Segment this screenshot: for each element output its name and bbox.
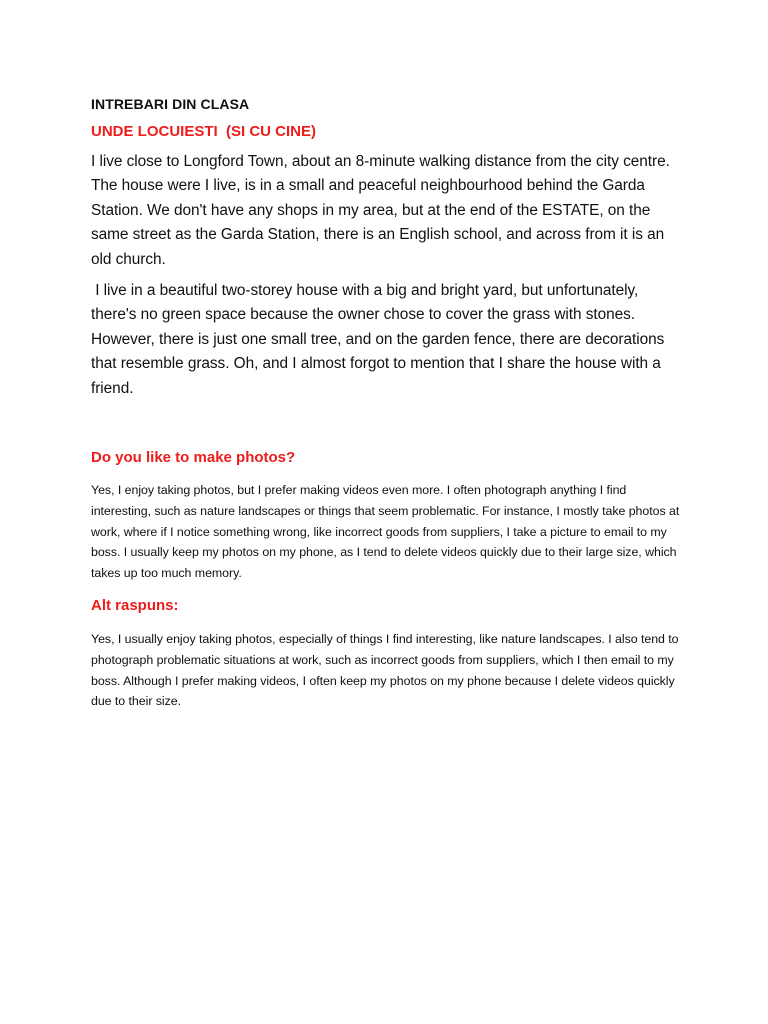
section-paragraph: Yes, I enjoy taking photos, but I prefer making videos even more. I often photograph anything I find interesting, such as nature landscapes or things that seem problematic. For instance, I mostly take photos at work, where if I notice something wrong, like incorrect goods from suppliers, I take a picture to email to my boss. I usually keep my photos on my phone, as I tend to delete videos quickly due to their large size, which takes up too much memory. [91, 483, 680, 581]
section-heading-photos: Do you like to make photos? [91, 449, 296, 467]
document-content [91, 94, 681, 712]
section-heading-where-do-you-live: UNDE LOCUIESTI (SI CU CINE) [91, 123, 317, 140]
section-paragraph: I live close to Longford Town, about an 8-minute walking distance from the city centre. The house were I live, is in a small and peaceful neighbourhood behind the Garda Station. We don't have any shops in my area, but at the end of the ESTATE, on the same street as the Garda Station, there is an English school, and across from it is an old church. [91, 153, 670, 268]
section-paragraph: I live in a beautiful two-storey house with a big and bright yard, but unfortunately, there's no green space because the owner chose to cover the grass with stones. However, there is just one small tree, and on the garden fence, there are decorations that resemble grass. Oh, and I almost forgot to mention that I share the house with a friend. [91, 282, 669, 397]
document-title: INTREBARI DIN CLASA [91, 96, 250, 112]
section-paragraph: Yes, I usually enjoy taking photos, especially of things I find interesting, like nature landscapes. I also tend to photograph problematic situations at work, such as incorrect goods from suppliers, which I then email to my boss. Although I prefer making videos, I often keep my photos on my phone because I delete videos quickly due to their size. [91, 632, 679, 709]
section-heading-alternative-answer: Alt raspuns: [91, 597, 179, 615]
